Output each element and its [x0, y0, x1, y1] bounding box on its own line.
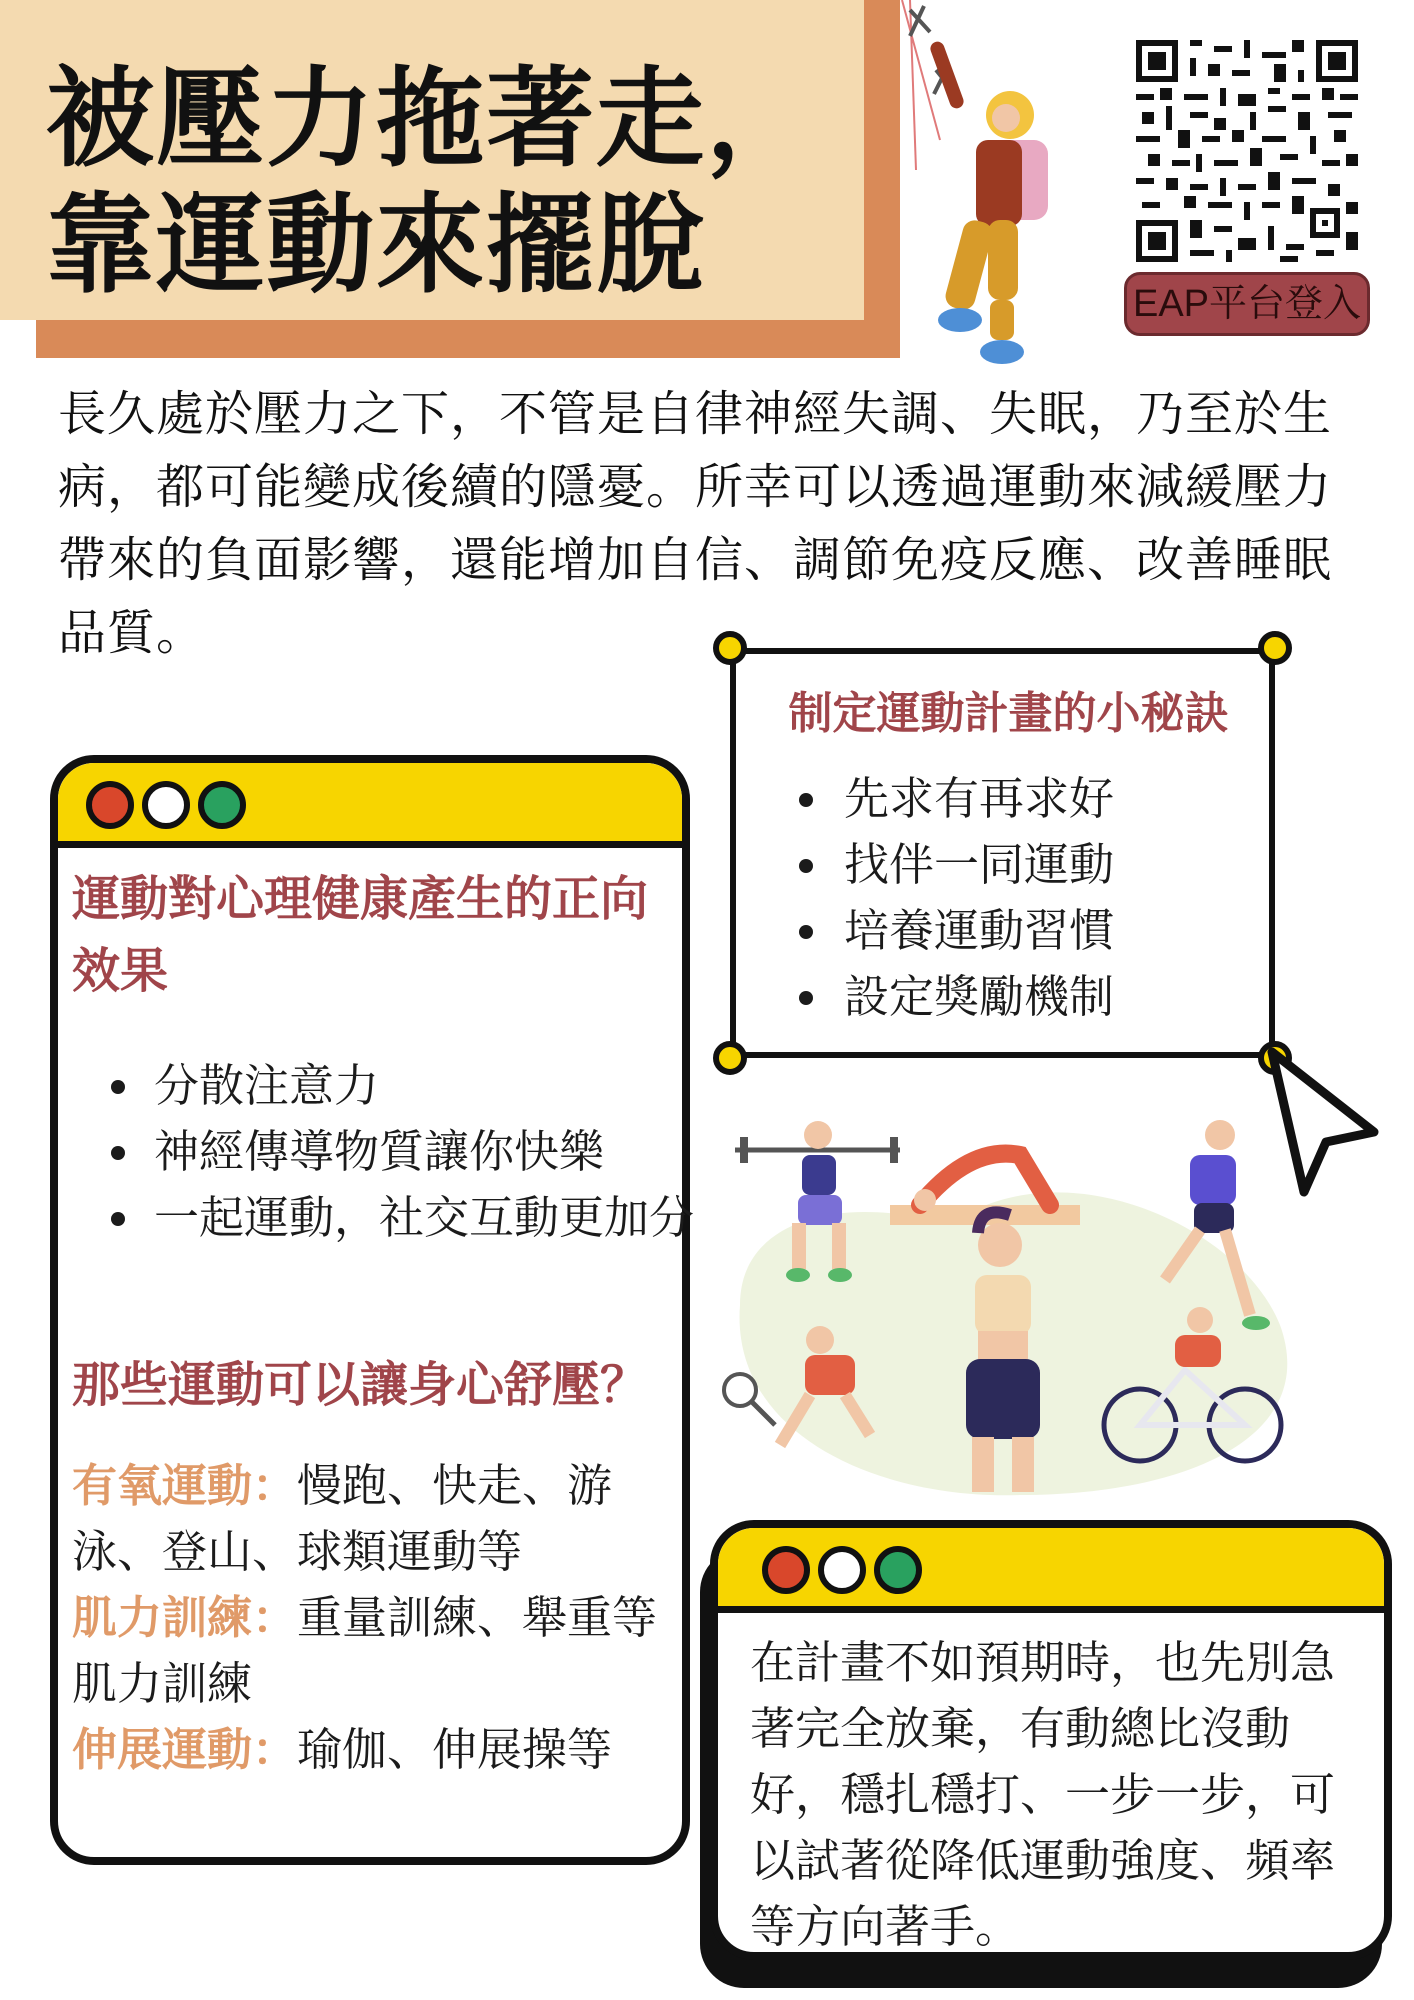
tips-item: • 先求有再求好 — [834, 766, 1114, 832]
stretch-label: 伸展運動： — [72, 1723, 298, 1776]
athletes-illustration — [720, 1105, 1300, 1505]
strength-label: 肌力訓練： — [72, 1591, 298, 1644]
exercises-body — [72, 1453, 672, 1783]
corner-handle — [713, 631, 747, 665]
strength-text: 重量訓練、舉重等肌力訓練 — [72, 1591, 658, 1710]
benefits-item: • 分散注意力 — [146, 1053, 726, 1119]
advice-text: 在計畫不如預期時，也先別急著完全放棄，有動總比沒動好，穩扎穩打、一步一步，可以試著從降低運動強度、頻率等方向著手。 — [750, 1636, 1336, 1953]
benefits-list — [102, 1053, 726, 1251]
qr-code[interactable] — [1136, 40, 1358, 262]
window-close-dot — [762, 1546, 810, 1594]
advice-window — [710, 1520, 1392, 1960]
title-banner — [0, 0, 864, 320]
tips-list — [794, 766, 1114, 1030]
tips-item: • 設定獎勵機制 — [834, 964, 1114, 1030]
window-maximize-dot — [198, 781, 246, 829]
window-maximize-dot — [874, 1546, 922, 1594]
title-line-1: 被壓力拖著走， — [46, 57, 817, 182]
eap-login-button[interactable]: EAP平台登入 — [1124, 272, 1370, 336]
benefits-window — [50, 755, 695, 1865]
benefits-item: • 一起運動，社交互動更加分 — [146, 1185, 726, 1251]
window-title-bar — [58, 763, 682, 848]
title-line-2: 靠運動來擺脫 — [46, 183, 707, 308]
window-minimize-dot — [818, 1546, 866, 1594]
exercises-heading: 那些運動可以讓身心舒壓？ — [72, 1357, 649, 1413]
corner-handle — [1258, 631, 1292, 665]
benefits-item: • 神經傳導物質讓你快樂 — [146, 1119, 726, 1185]
climber-illustration — [880, 0, 1060, 370]
benefits-heading: 運動對心理健康產生的正向效果 — [72, 871, 649, 999]
tips-heading: 制定運動計畫的小秘訣 — [788, 688, 1229, 739]
tips-item: • 找伴一同運動 — [834, 832, 1114, 898]
aerobic-label: 有氧運動： — [72, 1459, 298, 1512]
intro-paragraph: 長久處於壓力之下，不管是自律神經失調、失眠，乃至於生病，都可能變成後續的隱憂。所幸可以透過運動來減緩壓力帶來的負面影響，還能增加自信、調節免疫反應、改善睡眠品質。 — [58, 386, 1333, 661]
aerobic-text: 慢跑、快走、游泳、登山、球類運動等 — [72, 1459, 613, 1578]
tips-box — [730, 648, 1275, 1058]
stretch-text: 瑜伽、伸展操等 — [297, 1723, 613, 1776]
window-close-dot — [86, 781, 134, 829]
tips-item: • 培養運動習慣 — [834, 898, 1114, 964]
window-minimize-dot — [142, 781, 190, 829]
window-title-bar — [718, 1528, 1384, 1613]
